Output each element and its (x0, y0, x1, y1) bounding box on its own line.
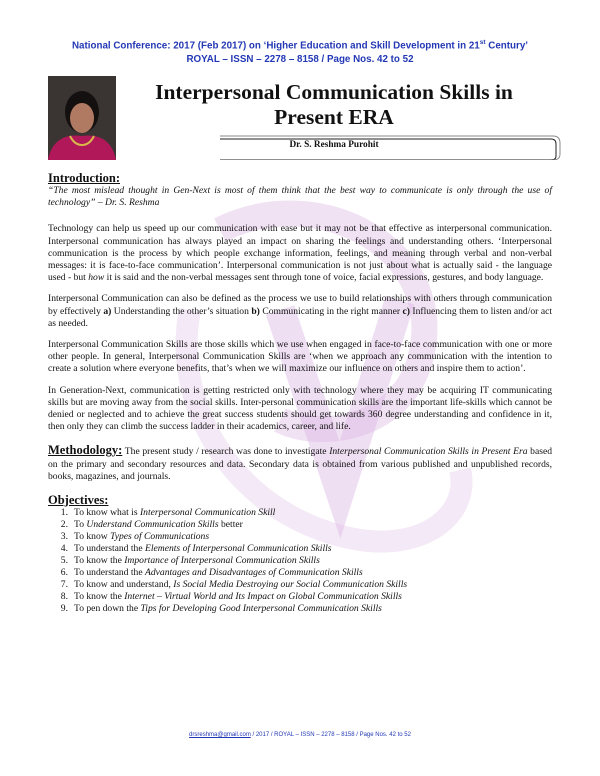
methodology-paragraph: Methodology: The present study / research was done to investigate Interpersonal Communication Skills in Present Era based on the primary and secondary resources and data. Secondary data is obtained from various published and unpublished records, books, magazines, and journals. (48, 443, 553, 482)
paper-body (48, 171, 552, 615)
title-line-1: Interpersonal Communication Skills in (155, 80, 513, 104)
objective-item: 7. To know and understand, Is Social Media Destroying our Social Communication Skills (60, 579, 408, 591)
title-line-2: Present ERA (274, 105, 394, 129)
paper-title (124, 80, 544, 130)
author-portrait-image (48, 76, 116, 160)
objective-item: 5. To know the Importance of Interpersonal Communication Skills (60, 555, 320, 567)
objective-item: 6. To understand the Advantages and Disadvantages of Communication Skills (60, 567, 363, 579)
author-photo (48, 76, 116, 160)
intro-quote: “The most mislead thought in Gen-Next is most of them think that the best way to communicate is only through the use of technology” – Dr. S. Reshma (48, 185, 552, 209)
title-box (124, 76, 562, 160)
page-footer (0, 732, 600, 738)
introduction-heading: Introduction: (48, 171, 121, 185)
intro-paragraph-2: Interpersonal Communication can also be defined as the process we use to build relationships with others through communication by effectively a) Understanding the other’s situation b) Communicating in the right manner c) Influencing them to listen and/or act as needed. (48, 293, 553, 329)
objective-item: 3. To know Types of Communications (60, 531, 210, 543)
conference-header-line-2: ROYAL – ISSN – 2278 – 8158 / Page Nos. 42 to 52 (186, 54, 414, 66)
intro-paragraph-4: In Generation-Next, communication is getting restricted only with technology where they may be acquiring IT communicating skills but are moving away from the social skills. Inter-personal communication skills are the important life-skills which cannot be denied or neglected and to achieve the great success students should get towards 360 degree understanding and confidence in it, then only they can climb the success ladder in their academics, career, and life. (48, 384, 552, 433)
objectives-list (48, 507, 552, 615)
intro-paragraph-3: Interpersonal Communication Skills are those skills which we use when engaged in face-to-face communication with one or more other people. In general, Interpersonal Communication Skills are ‘when we approach any communication with the intention to create a solution where everyone benefits, that’s when we will maximize our influence on others and inspire them to action’. (48, 339, 552, 375)
objective-item: 1. To know what is Interpersonal Communication Skill (60, 507, 276, 519)
footer-text: / 2017 / ROYAL – ISSN – 2278 – 8158 / Page Nos. 42 to 52 (250, 732, 411, 738)
objective-item: 2. To Understand Communication Skills better (60, 519, 243, 531)
author-name: Dr. S. Reshma Purohit (289, 140, 379, 150)
objective-item: 9. To pen down the Tips for Developing Good Interpersonal Communication Skills (60, 603, 382, 615)
footer-email-link[interactable]: drsreshma@gmail.com (189, 732, 251, 738)
conference-header (0, 36, 600, 67)
intro-paragraph-1: Technology can help us speed up our communication with ease but it may not be that effective as interpersonal communication. Interpersonal communication has always played an impact on sharing the feelings and understanding others. ‘Interpersonal communication is the process by which people exchange information, feelings, and meaning through verbal and non-verbal messages: it is face-to-face communication’. Interpersonal communication is not just about what is actually said - the language used - but how it is said and the non-verbal messages sent through tone of voice, facial expressions, gestures, and body language. (48, 223, 552, 284)
objectives-heading: Objectives: (48, 493, 109, 508)
conference-header-line-1: National Conference: 2017 (Feb 2017) on ‘Higher Education and Skill Development in 21st Century’ (71, 39, 528, 52)
methodology-heading: Methodology: (48, 443, 123, 458)
objective-item: 8. To know the Internet – Virtual World and Its Impact on Global Communication Skills (60, 591, 402, 603)
objective-item: 4. To understand the Elements of Interpersonal Communication Skills (60, 543, 332, 555)
